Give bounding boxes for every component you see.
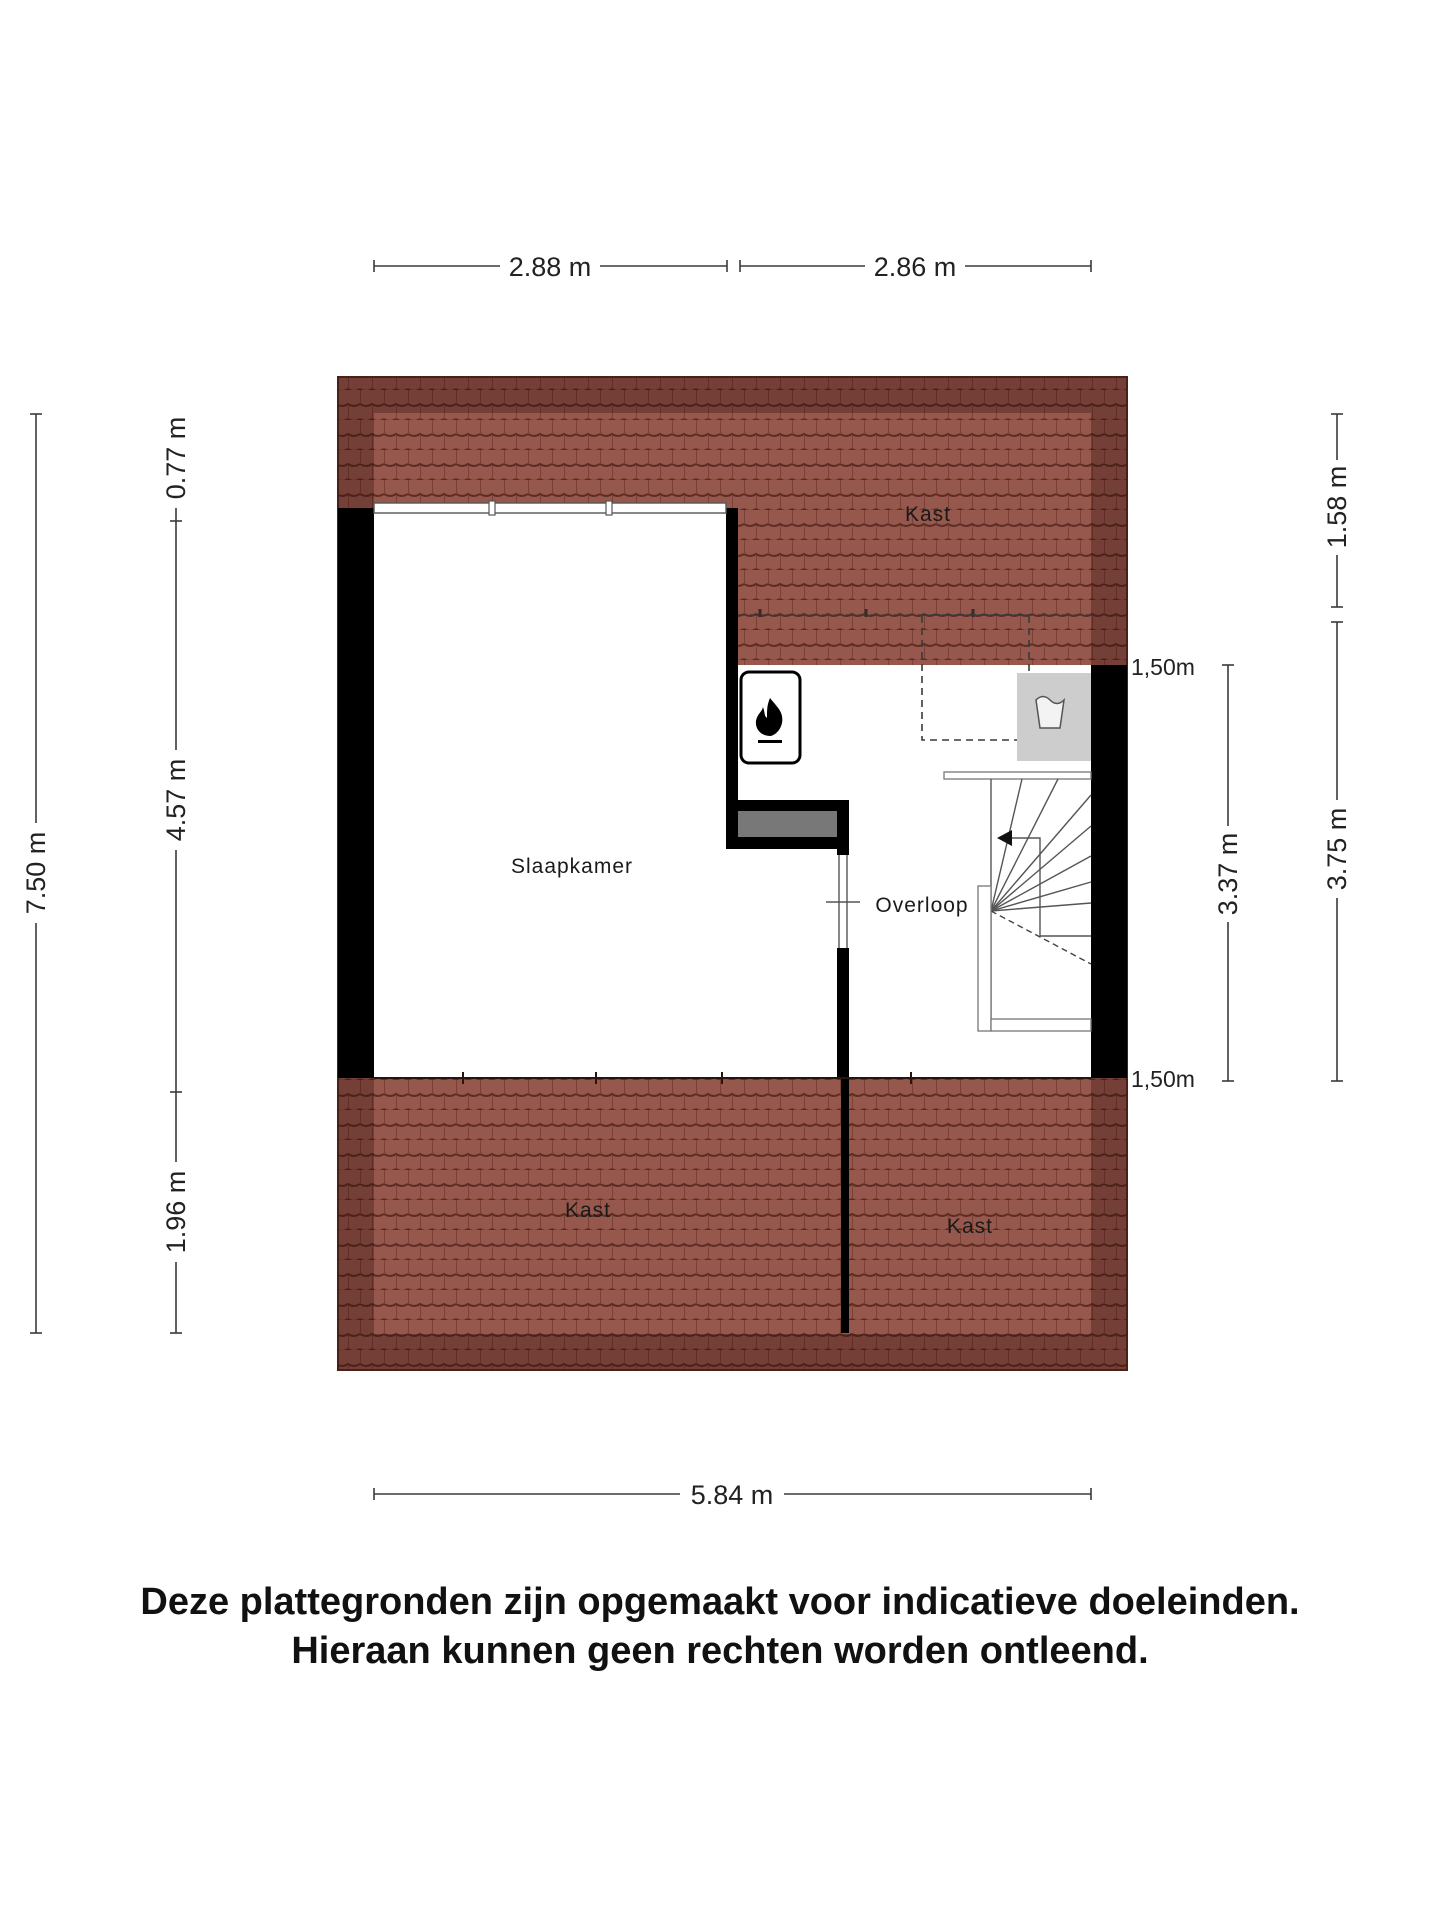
dimension-label: 3.75 m	[1322, 807, 1352, 891]
left-knee-wall	[338, 508, 374, 1078]
bedroom-window	[374, 503, 726, 513]
dimension-label: 3.37 m	[1213, 832, 1243, 916]
window-mullion	[606, 501, 612, 515]
dimension-left-segments	[161, 417, 191, 1333]
kast-divider-wall	[841, 1078, 849, 1333]
room-label-kast: Kast	[904, 503, 952, 526]
interior-wall	[837, 948, 849, 1078]
disclaimer-line: Hieraan kunnen geen rechten worden ontleend.	[291, 1630, 1149, 1672]
dimension-label: 5.84 m	[690, 1480, 774, 1510]
dimension-right-segments	[1322, 414, 1352, 1081]
room-label-kast: Kast	[564, 1199, 612, 1222]
knee-wall-height-label: 1,50m	[1131, 1066, 1195, 1092]
interior-wall	[837, 849, 849, 855]
interior-wall	[726, 508, 738, 849]
right-knee-wall	[1091, 665, 1127, 1078]
dimension-label: 4.57 m	[161, 758, 191, 842]
dimension-top-right	[740, 252, 1091, 282]
dimension-label: 2.88 m	[508, 252, 592, 282]
room-label-kast: Kast	[946, 1215, 994, 1238]
window-mullion	[489, 501, 495, 515]
dimension-label: 0.77 m	[161, 416, 191, 500]
dimension-top-left	[374, 252, 727, 282]
dimension-left-total	[21, 414, 51, 1333]
shaft-box-inner	[738, 811, 837, 837]
dimension-label: 2.86 m	[873, 252, 957, 282]
stair-top-rail	[944, 772, 1091, 779]
stair-bottom-rail	[991, 1019, 1091, 1031]
knee-wall-height-label: 1,50m	[1131, 654, 1195, 680]
dimension-label: 1.96 m	[161, 1170, 191, 1254]
dimension-bottom-width	[374, 1480, 1091, 1510]
stair-side-rail	[978, 886, 991, 1031]
disclaimer-line: Deze plattegronden zijn opgemaakt voor indicatieve doeleinden.	[140, 1581, 1300, 1623]
dimension-overloop-depth	[1213, 665, 1243, 1081]
room-label-slaapkamer: Slaapkamer	[510, 855, 634, 878]
room-label-overloop: Overloop	[875, 894, 969, 917]
dimension-label: 1.58 m	[1322, 465, 1352, 549]
dimension-label: 7.50 m	[21, 831, 51, 915]
